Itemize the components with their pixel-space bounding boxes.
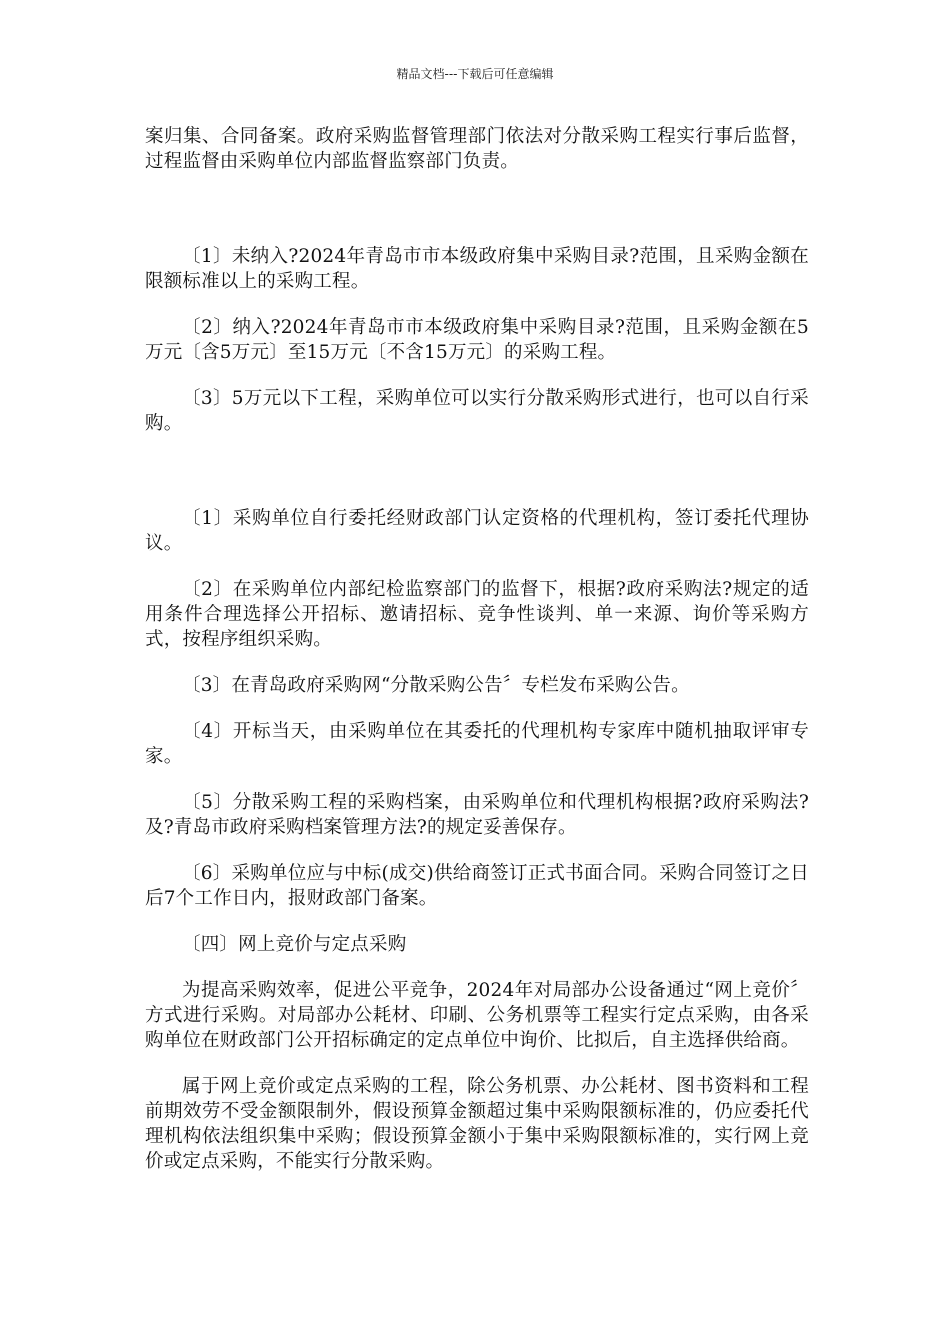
paragraph-procedure-1: 〔1〕采购单位自行委托经财政部门认定资格的代理机构，签订委托代理协议。 bbox=[145, 508, 809, 554]
paragraph-scope-1: 〔1〕未纳入?2024年青岛市市本级政府集中采购目录?范围，且采购金额在限额标准以上的采购工程。 bbox=[145, 246, 809, 292]
section-heading: 〔四〕网上竞价与定点采购 bbox=[182, 934, 407, 955]
document-body bbox=[145, 124, 809, 1174]
paragraph-procedure-4: 〔4〕开标当天，由采购单位在其委托的代理机构专家库中随机抽取评审专家。 bbox=[145, 721, 809, 767]
paragraph-online-bidding: 为提高采购效率，促进公平竞争，2024年对局部办公设备通过“网上竞价〞方式进行采购。对局部办公耗材、印刷、公务机票等工程实行定点采购，由各采购单位在财政部门公开招标确定的定点单位中询价、比拟后，自主选择供给商。 bbox=[145, 980, 809, 1051]
paragraph-procedure-3: 〔3〕在青岛政府采购网“分散采购公告〞专栏发布采购公告。 bbox=[182, 675, 690, 696]
paragraph-continuation: 案归集、合同备案。政府采购监督管理部门依法对分散采购工程实行事后监督，过程监督由采购单位内部监督监察部门负责。 bbox=[145, 126, 809, 172]
page-header: 精品文档---下载后可任意编辑 bbox=[396, 67, 554, 81]
paragraph-procedure-6: 〔6〕采购单位应与中标(成交)供给商签订正式书面合同。采购合同签订之日后7个工作日内，报财政部门备案。 bbox=[145, 863, 809, 909]
paragraph-scope-2: 〔2〕纳入?2024年青岛市市本级政府集中采购目录?范围，且采购金额在5万元〔含5万元〕至15万元〔不含15万元〕的采购工程。 bbox=[145, 317, 809, 363]
paragraph-procedure-5: 〔5〕分散采购工程的采购档案，由采购单位和代理机构根据?政府采购法?及?青岛市政府采购档案管理方法?的规定妥善保存。 bbox=[145, 792, 809, 838]
paragraph-designated-procurement: 属于网上竞价或定点采购的工程，除公务机票、办公耗材、图书资料和工程前期效劳不受金额限制外，假设预算金额超过集中采购限额标准的，仍应委托代理机构依法组织集中采购；假设预算金额小于集中采购限额标准的，实行网上竞价或定点采购，不能实行分散采购。 bbox=[145, 1076, 809, 1172]
paragraph-scope-3: 〔3〕5万元以下工程，采购单位可以实行分散采购形式进行，也可以自行采购。 bbox=[145, 388, 809, 434]
paragraph-procedure-2: 〔2〕在采购单位内部纪检监察部门的监督下，根据?政府采购法?规定的适用条件合理选择公开招标、邀请招标、竞争性谈判、单一来源、询价等采购方式，按程序组织采购。 bbox=[145, 579, 809, 650]
